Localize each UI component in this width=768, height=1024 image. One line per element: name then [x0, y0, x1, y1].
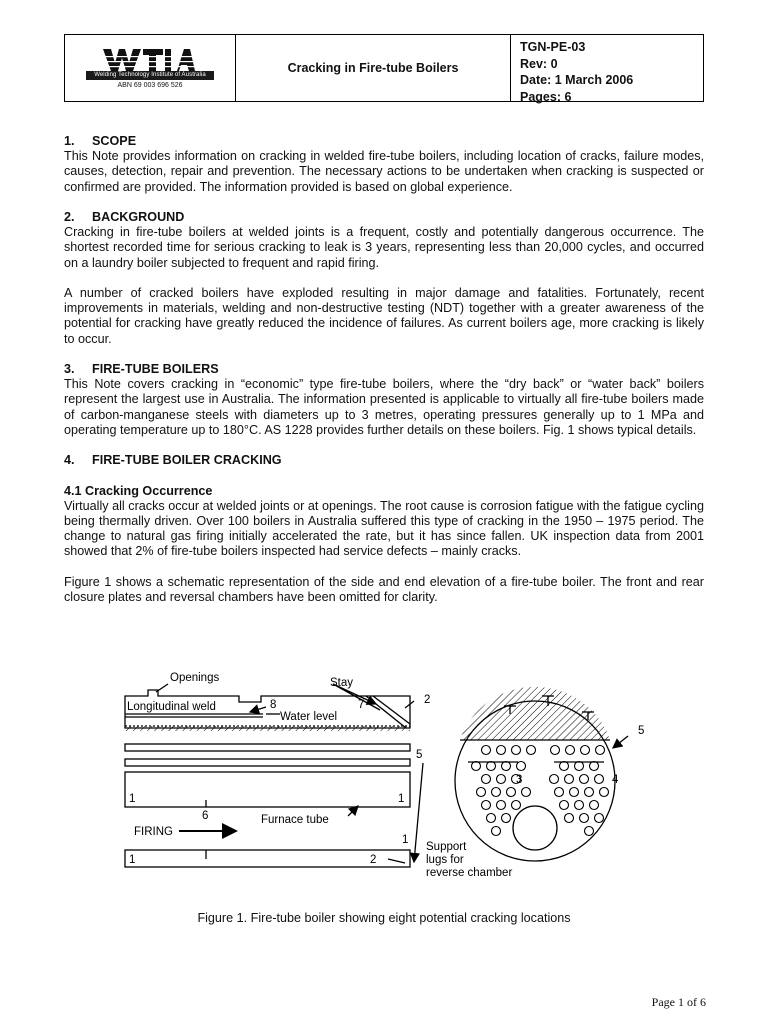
svg-text:1: 1: [129, 793, 136, 805]
fire-tube-end: [581, 746, 590, 755]
svg-text:5: 5: [416, 749, 423, 761]
fire-tube-end: [497, 801, 506, 810]
document-header: [64, 34, 704, 102]
document-meta: [511, 35, 703, 104]
fire-tube-end: [487, 762, 496, 771]
fire-tube-paragraph: This Note covers cracking in “economic” type fire-tube boilers, where the “dry back” or “water back” boilers represent the largest use in Australia. The information presented is applicable to virtually all fire-tube boilers made of carbon-manganese steels with diameters up to 3 metres, operating pressures generally up to 1 MPa and operating temperature up to 180°C. AS 1228 provides further details on these boilers. Fig. 1 shows typical details.: [64, 377, 704, 437]
fire-tube-end: [522, 788, 531, 797]
logo-subtitle: Welding Technology Institute of Australia: [86, 71, 214, 80]
doc-pages: Pages: 6: [520, 89, 572, 104]
page-number: Page 1 of 6: [651, 995, 706, 1009]
svg-text:3: 3: [516, 774, 523, 786]
section-heading-background: 2. BACKGROUND: [64, 210, 185, 224]
svg-text:1: 1: [129, 854, 136, 866]
svg-text:Water level: Water level: [280, 711, 338, 723]
fire-tube-end: [565, 775, 574, 784]
fire-tube-end: [497, 746, 506, 755]
svg-text:1: 1: [402, 834, 409, 846]
svg-text:7: 7: [358, 699, 365, 711]
svg-text:FIRING: FIRING: [134, 826, 173, 838]
svg-text:Furnace tube: Furnace tube: [261, 814, 329, 826]
svg-text:2: 2: [424, 694, 431, 706]
cracking-paragraph-1: Virtually all cracks occur at welded joints or at openings. The root cause is corrosion fatigue with the fatigue cycling being thermally driven. Over 100 boilers in Australia suffered this type of cracking in the 1950 – 1975 period. The change to natural gas firing initially accelerated the rate, but it has since fallen. UK inspection data from 2001 showed that 2% of fire-tube boilers inspected had service defects – mainly cracks.: [64, 498, 704, 559]
background-paragraph-1: Cracking in fire-tube boilers at welded joints is a frequent, costly and potentially dangerous occurrence. The shortest recorded time for serious cracking to leak is 3 years, representing less than 20,000 cycles, and occurred on a laundry boiler subjected to frequent and rapid firing.: [64, 225, 704, 270]
fire-tube-end: [551, 746, 560, 755]
fire-tube-end: [580, 814, 589, 823]
fire-tube-end: [570, 788, 579, 797]
fire-tube-end: [502, 762, 511, 771]
furnace-tube: [125, 772, 410, 807]
fire-tube-end: [492, 827, 501, 836]
fire-tube-end: [492, 788, 501, 797]
fire-tube-end: [507, 788, 516, 797]
svg-text:Openings: Openings: [170, 672, 220, 684]
svg-text:8: 8: [270, 699, 277, 711]
fire-tube-end: [590, 762, 599, 771]
svg-text:Longitudinal weld: Longitudinal weld: [127, 701, 216, 713]
fire-tube-end: [580, 775, 589, 784]
section-heading-fire-tube-boilers: 3. FIRE-TUBE BOILERS: [64, 362, 219, 376]
furnace-tube-rear: [125, 850, 410, 867]
fire-tube-end: [482, 775, 491, 784]
doc-revision: Rev: 0: [520, 56, 558, 71]
svg-text:lugs for: lugs for: [426, 854, 464, 866]
wtia-logo-icon: [101, 47, 195, 73]
abn-number: ABN 69 003 696 526: [117, 82, 183, 89]
fire-tube-end: [502, 814, 511, 823]
boiler-diagram: [118, 668, 658, 890]
fire-tube-end: [497, 775, 506, 784]
fire-tube-end: [482, 746, 491, 755]
furnace-tube-end: [513, 806, 557, 850]
svg-text:6: 6: [202, 810, 209, 822]
fire-tube-end: [512, 801, 521, 810]
fire-tube-end: [596, 746, 605, 755]
svg-text:4: 4: [612, 774, 619, 786]
svg-text:2: 2: [370, 854, 377, 866]
doc-date: Date: 1 March 2006: [520, 73, 634, 87]
fire-tube-end: [595, 775, 604, 784]
document-body: [64, 134, 704, 620]
fire-tube-end: [487, 814, 496, 823]
fire-tube-end: [477, 788, 486, 797]
fire-tube-upper: [125, 744, 410, 751]
fire-tube-end: [482, 801, 491, 810]
fire-tube-end: [590, 801, 599, 810]
svg-text:reverse chamber: reverse chamber: [426, 867, 513, 879]
fire-tube-end: [575, 762, 584, 771]
fire-tube-end: [575, 801, 584, 810]
scope-paragraph: This Note provides information on cracking in welded fire-tube boilers, including location of cracks, failure modes, causes, detection, repair and prevention. The necessary actions to be undertaken when cracking is suspected or confirmed are provided. The information provided is based on global experience.: [64, 149, 704, 194]
section-heading-scope: 1. SCOPE: [64, 134, 137, 148]
svg-text:Support: Support: [426, 841, 467, 853]
figure-caption: Figure 1. Fire-tube boiler showing eight potential cracking locations: [197, 911, 571, 925]
fire-tube-end: [585, 827, 594, 836]
doc-id: TGN-PE-03: [520, 40, 586, 54]
svg-text:5: 5: [638, 725, 645, 737]
fire-tube-end: [550, 775, 559, 784]
fire-tube-end: [585, 788, 594, 797]
fire-tube-end: [560, 801, 569, 810]
fire-tube-end: [517, 762, 526, 771]
svg-text:1: 1: [398, 793, 405, 805]
background-paragraph-2: A number of cracked boilers have exploded resulting in major damage and fatalities. Fortunately, recent improvements in materials, welding and non-destructive testing (NDT) together with a greater awareness of the potential for cracking have greatly reduced the incidence of failures. As current boilers age, more cracking is likely to occur.: [64, 286, 704, 346]
fire-tube-end: [527, 746, 536, 755]
fire-tube-end: [600, 788, 609, 797]
fire-tube-lower: [125, 759, 410, 766]
fire-tube-end: [595, 814, 604, 823]
fire-tube-end: [512, 746, 521, 755]
svg-text:Stay: Stay: [330, 677, 354, 689]
fire-tube-end: [560, 762, 569, 771]
section-heading-cracking: 4. FIRE-TUBE BOILER CRACKING: [64, 453, 282, 468]
fire-tube-end: [555, 788, 564, 797]
cracking-paragraph-2: Figure 1 shows a schematic representation of the side and end elevation of a fire-tube boiler. The front and rear closure plates and reversal chambers have been omitted for clarity.: [64, 574, 704, 604]
fire-tube-end: [565, 814, 574, 823]
fire-tube-end: [472, 762, 481, 771]
fire-tube-end: [566, 746, 575, 755]
logo-cell: [65, 35, 236, 101]
subsection-heading-cracking-occurrence: 4.1 Cracking Occurrence: [64, 483, 213, 498]
document-title: Cracking in Fire-tube Boilers: [236, 35, 511, 101]
